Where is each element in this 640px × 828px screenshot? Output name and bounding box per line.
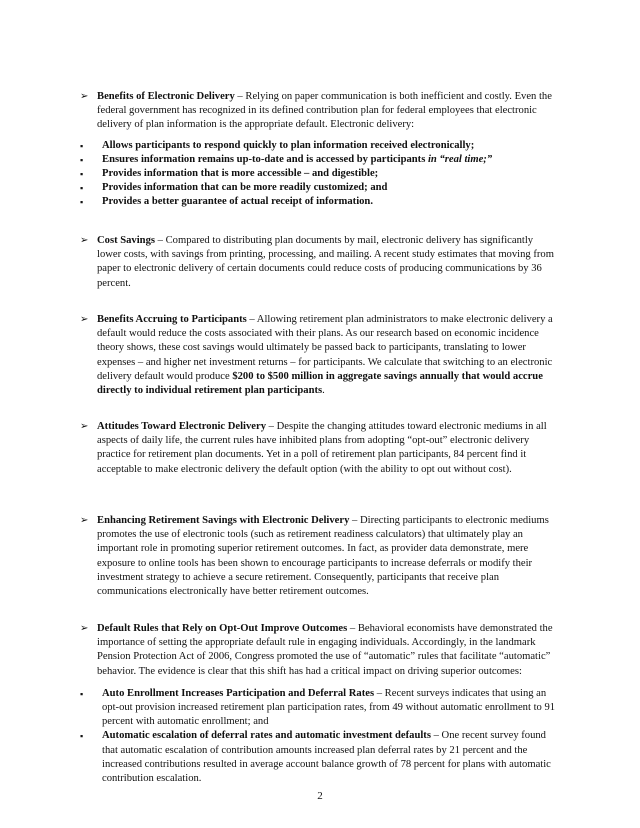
square-bullet-icon: ▪ [80, 140, 84, 151]
square-bullet-icon: ▪ [80, 688, 84, 699]
section-default-rules [80, 622, 556, 786]
list-item: ▪ Automatic escalation of deferral rates and automatic investment defaults – One recent survey found that automatic escalation of contribution amounts increased plan deferral rates by 21 percent and the increased contributions resulted in average account balance growth of 78 percent for plans with automatic contribution escalation. [80, 730, 551, 785]
list-item: ▪ Allows participants to respond quickly to plan information received electronically; [80, 139, 556, 153]
square-bullet-icon: ▪ [80, 183, 84, 194]
arrow-bullet-icon: ➢ [80, 91, 89, 102]
section-attitudes [80, 420, 556, 477]
section-benefits-participants: ➢ Benefits Accruing to Participants – Allowing retirement plan administrators to make electronic delivery a default would reduce the costs associated with their plans. As our research based on economic incidence theory shows, these cost savings would ultimately be passed back to participants, translating to lower expenses – and higher net investment returns – for participants. We calculate that switching to an electronic delivery default would produce $200 to $500 million in aggregate savings annually that would accrue directly to individual retirement plan participants. [80, 314, 553, 397]
section-text: – Directing participants to electronic mediums promotes the use of electronic tools (such as retirement readiness calculators) that ultimately play an important role in promoting superior retirement outcomes. In fact, as provider data demonstrate, mere exposure to online tools has been shown to encourage participants to increase deferrals or modify their investment strategy to achieve a secure retirement. Consequently, participants that receive plan communications electronically have better retirement outcomes. [97, 515, 549, 598]
section-heading: Cost Savings [97, 235, 155, 246]
section-heading: Benefits Accruing to Participants [97, 314, 247, 325]
benefits-list [80, 139, 556, 210]
arrow-bullet-icon: ➢ [80, 515, 89, 526]
section-text: – Relying on paper communication is both inefficient and costly. Even the federal government has recognized in its defined contribution plan for federal employees that electronic delivery of plan information is the appropriate default. Electronic delivery: [97, 91, 552, 131]
section-text: – Compared to distributing plan documents by mail, electronic delivery has significantly lower costs, with savings from printing, processing, and mailing. A recent study estimates that moving from paper to electronic delivery of certain documents could reduce costs of producing communications by 36 percent. [97, 235, 554, 289]
section-heading: Enhancing Retirement Savings with Electronic Delivery [97, 515, 350, 526]
section-electronic-delivery-benefits [80, 90, 556, 210]
list-item: ▪ Provides a better guarantee of actual receipt of information. [80, 195, 556, 209]
section-enhancing-savings [80, 514, 556, 599]
section-text: – Despite the changing attitudes toward electronic mediums in all aspects of daily life, the current rules have inhibited plans from adopting “opt-out” electronic delivery practice for retirement plan documents. Yet in a poll of retirement plan participants, 84 percent find it acceptable to make electronic delivery the default option (with the ability to opt out without cost). [97, 421, 547, 475]
section-text: – Behavioral economists have demonstrated the importance of setting the appropriate default rule in engaging individuals. Accordingly, in the landmark Pension Protection Act of 2006, Congress promoted the use of “automatic” rules that facilitate “automatic” behavior. The evidence is clear that this shift has had a critical impact on driving superior outcomes: [97, 623, 553, 677]
square-bullet-icon: ▪ [80, 154, 84, 165]
list-item: ▪ Ensures information remains up-to-date and is accessed by participants in “real time;” [80, 153, 556, 167]
list-item: ▪ Provides information that is more accessible – and digestible; [80, 167, 556, 181]
page-number: 2 [317, 790, 323, 802]
arrow-bullet-icon: ➢ [80, 314, 89, 325]
section-cost-savings [80, 234, 556, 291]
arrow-bullet-icon: ➢ [80, 235, 89, 246]
section-text: – Allowing retirement plan administrators to make electronic delivery a default would reduce the costs associated with their plans. As our research based on economic incidence theory shows, these cost savings would ultimately be passed back to participants, translating to lower expenses – and higher net investment returns – for participants. We calculate that switching to an electronic delivery default would produce [97, 314, 553, 382]
savings-highlight: $200 to $500 million in aggregate savings annually that would accrue directly to individual retirement plan participants [97, 370, 543, 397]
square-bullet-icon: ▪ [80, 169, 84, 180]
outcomes-list [80, 687, 556, 786]
square-bullet-icon: ▪ [80, 731, 84, 742]
section-heading: Attitudes Toward Electronic Delivery [97, 421, 266, 432]
arrow-bullet-icon: ➢ [80, 623, 89, 634]
section-heading: Benefits of Electronic Delivery [97, 91, 235, 102]
square-bullet-icon: ▪ [80, 197, 84, 208]
list-item: ▪ Auto Enrollment Increases Participation and Deferral Rates – Recent surveys indicates that using an opt-out provision increased retirement plan participation rates, from 49 without automatic enrollment to 91 percent with automatic enrollment; and [80, 687, 556, 728]
list-item: ▪ Provides information that can be more readily customized; and [80, 181, 556, 195]
section-heading: Default Rules that Rely on Opt-Out Improve Outcomes [97, 623, 348, 634]
arrow-bullet-icon: ➢ [80, 421, 89, 432]
